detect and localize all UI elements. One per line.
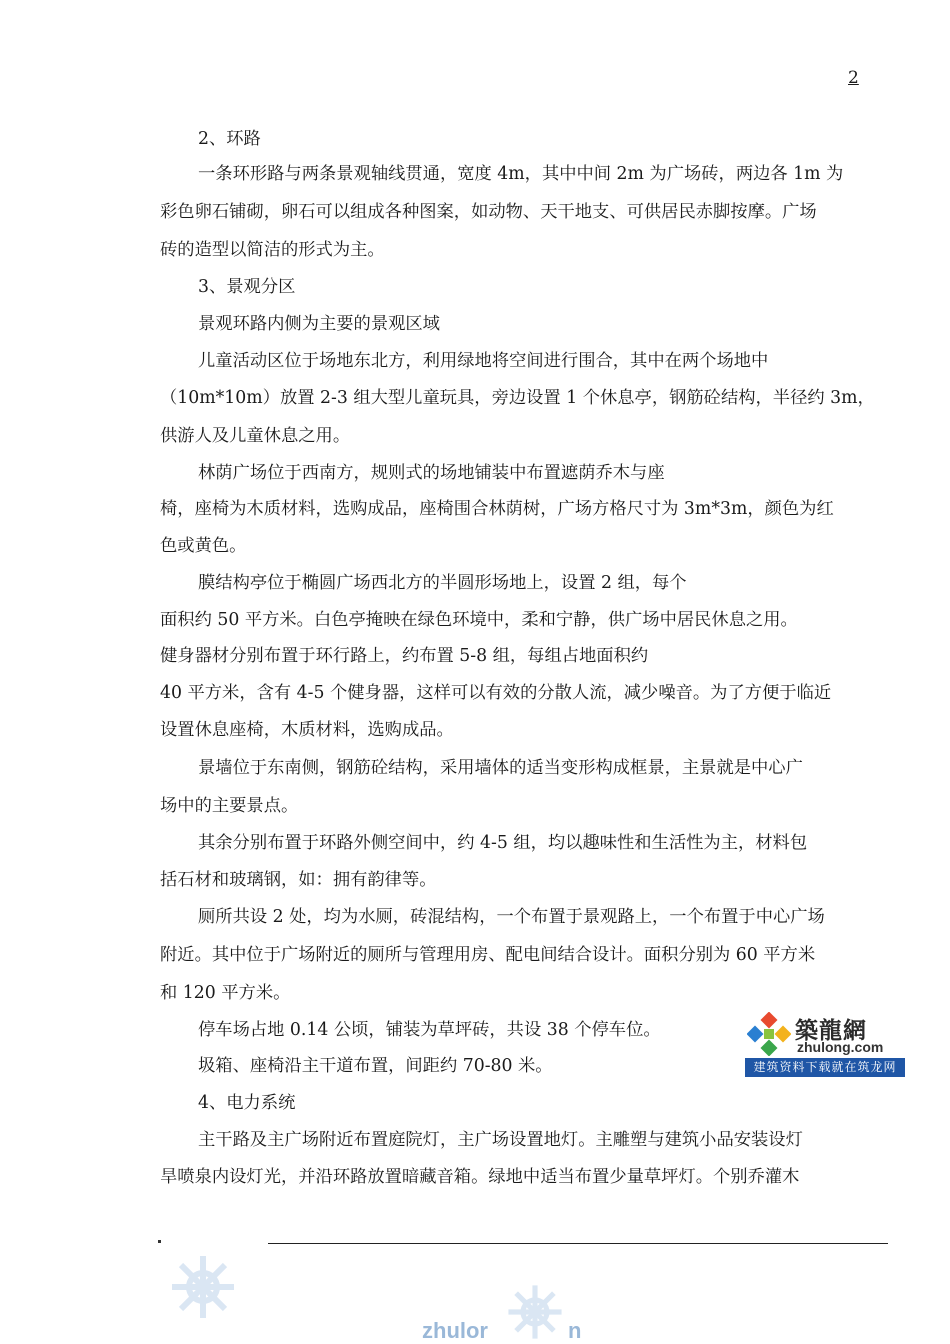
footer-watermark-text: zhulor (422, 1318, 488, 1343)
page-number: 2 (848, 68, 859, 88)
footer-watermark-text: n (568, 1318, 582, 1343)
paragraph-line: 供游人及儿童休息之用。 (160, 426, 351, 446)
zhulong-watermark-logo (745, 1012, 905, 1074)
paragraph-line: 彩色卵石铺砌，卵石可以组成各种图案，如动物、天干地支、可供居民赤脚按摩。广场 (160, 202, 817, 222)
zhulong-name-en: zhulong.com (797, 1039, 884, 1055)
paragraph-line: 附近。其中位于广场附近的厕所与管理用房、配电间结合设计。面积分别为 60 平方米 (160, 945, 816, 965)
paragraph-line: 膜结构亭位于椭圆广场西北方的半圆形场地上，设置 2 组，每个 (198, 573, 687, 593)
paragraph-line: 一条环形路与两条景观轴线贯通，宽度 4m，其中中间 2m 为广场砖，两边各 1m 为 (198, 164, 844, 184)
paragraph-line: 40 平方米，含有 4-5 个健身器，这样可以有效的分散人流，减少噪音。为了方便于临近 (160, 683, 832, 703)
paragraph-line: 健身器材分别布置于环行路上，约布置 5-8 组，每组占地面积约 (160, 646, 649, 666)
paragraph-line: 砖的造型以简洁的形式为主。 (160, 240, 385, 260)
heading-ring-road: 2、环路 (198, 129, 261, 149)
paragraph-line: 括石材和玻璃钢，如：拥有韵律等。 (160, 870, 437, 890)
paragraph-line: 景观环路内侧为主要的景观区域 (198, 314, 440, 334)
paragraph-line: 椅，座椅为木质材料，选购成品，座椅围合林荫树，广场方格尺寸为 3m*3m，颜色为红 (160, 499, 834, 519)
paragraph-line: 圾箱、座椅沿主干道布置，间距约 70-80 米。 (198, 1056, 553, 1076)
footer-rule (268, 1243, 888, 1244)
paragraph-line: （10m*10m）放置 2-3 组大型儿童玩具，旁边设置 1 个休息亭，钢筋砼结构，半径约 3m， (160, 388, 875, 408)
paragraph-line: 面积约 50 平方米。白色亭掩映在绿色环境中，柔和宁静，供广场中居民休息之用。 (160, 610, 798, 630)
zhulong-name-cn: 築龍網 (795, 1018, 867, 1044)
snowflake-icon (168, 1252, 238, 1322)
paragraph-line: 儿童活动区位于场地东北方，利用绿地将空间进行围合，其中在两个场地中 (198, 351, 769, 371)
snowflake-icon (505, 1282, 565, 1342)
paragraph-line: 旱喷泉内设灯光，并沿环路放置暗藏音箱。绿地中适当布置少量草坪灯。个别乔灌木 (160, 1167, 800, 1187)
paragraph-line: 主干路及主广场附近布置庭院灯，主广场设置地灯。主雕塑与建筑小品安装设灯 (198, 1130, 803, 1150)
paragraph-line: 场中的主要景点。 (160, 796, 299, 816)
paragraph-line: 其余分别布置于环路外侧空间中，约 4-5 组，均以趣味性和生活性为主，材料包 (198, 833, 808, 853)
paragraph-line: 和 120 平方米。 (160, 983, 291, 1003)
paragraph-line: 厕所共设 2 处，均为水厕，砖混结构，一个布置于景观路上，一个布置于中心广场 (198, 907, 825, 927)
paragraph-line: 停车场占地 0.14 公顷，铺装为草坪砖，共设 38 个停车位。 (198, 1020, 661, 1040)
paragraph-line: 设置休息座椅，木质材料，选购成品。 (160, 720, 454, 740)
zhulong-slogan: 建筑资料下载就在筑龙网 (745, 1058, 905, 1077)
paragraph-line: 景墙位于东南侧，钢筋砼结构，采用墙体的适当变形构成框景，主景就是中心广 (198, 758, 803, 778)
footer-dot (158, 1240, 161, 1243)
paragraph-line: 色或黄色。 (160, 536, 247, 556)
heading-landscape-zones: 3、景观分区 (198, 277, 296, 297)
zhulong-flower-icon (747, 1012, 791, 1056)
paragraph-line: 林荫广场位于西南方，规则式的场地铺装中布置遮荫乔木与座 (198, 463, 665, 483)
heading-power-system: 4、电力系统 (198, 1093, 296, 1113)
